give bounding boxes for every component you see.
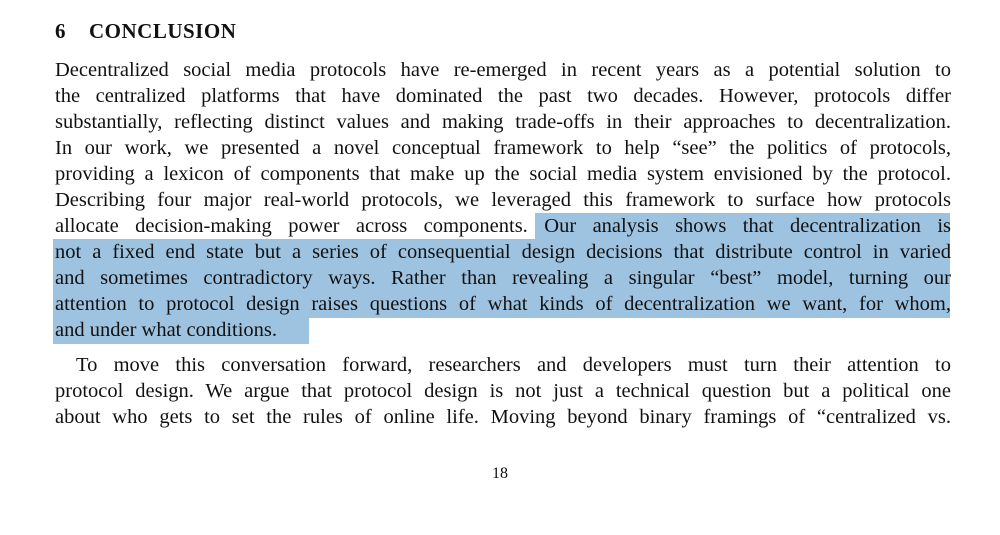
- page-number: 18: [492, 465, 508, 482]
- selected-text[interactable]: Our analysis shows that decentralization is: [527, 215, 951, 237]
- text-line: the centralized platforms that have dominated the past two decades. However, protocols differ: [55, 85, 951, 107]
- section-heading: [55, 19, 236, 44]
- selected-text-line[interactable]: attention to protocol design raises questions of what kinds of decentralization we want, for whom,: [55, 293, 951, 315]
- selected-text-line[interactable]: and sometimes contradictory ways. Rather than revealing a singular “best” model, turning our: [55, 267, 951, 289]
- section-number: 6: [55, 19, 66, 43]
- text-line: To move this conversation forward, researchers and developers must turn their attention to: [76, 354, 951, 376]
- text-line: substantially, reflecting distinct values and making trade-offs in their approaches to decentralization.: [55, 111, 951, 133]
- text-line: providing a lexicon of components that make up the social media system envisioned by the protocol.: [55, 163, 951, 185]
- selected-text-line[interactable]: and under what conditions.: [55, 319, 278, 341]
- text-line: Decentralized social media protocols have re-emerged in recent years as a potential solution to: [55, 59, 951, 81]
- text-line: about who gets to set the rules of online life. Moving beyond binary framings of “centralized vs.: [55, 406, 951, 428]
- section-title: CONCLUSION: [89, 19, 237, 43]
- text-line[interactable]: [55, 213, 951, 239]
- text-line: Describing four major real-world protocols, we leveraged this framework to surface how protocols: [55, 189, 951, 211]
- plain-text: allocate decision-making power across components.: [55, 215, 528, 237]
- selected-text-line[interactable]: not a fixed end state but a series of consequential design decisions that distribute control in varied: [55, 241, 951, 263]
- text-line: protocol design. We argue that protocol design is not just a technical question but a political one: [55, 380, 951, 402]
- text-line: In our work, we presented a novel conceptual framework to help “see” the politics of protocols,: [55, 137, 951, 159]
